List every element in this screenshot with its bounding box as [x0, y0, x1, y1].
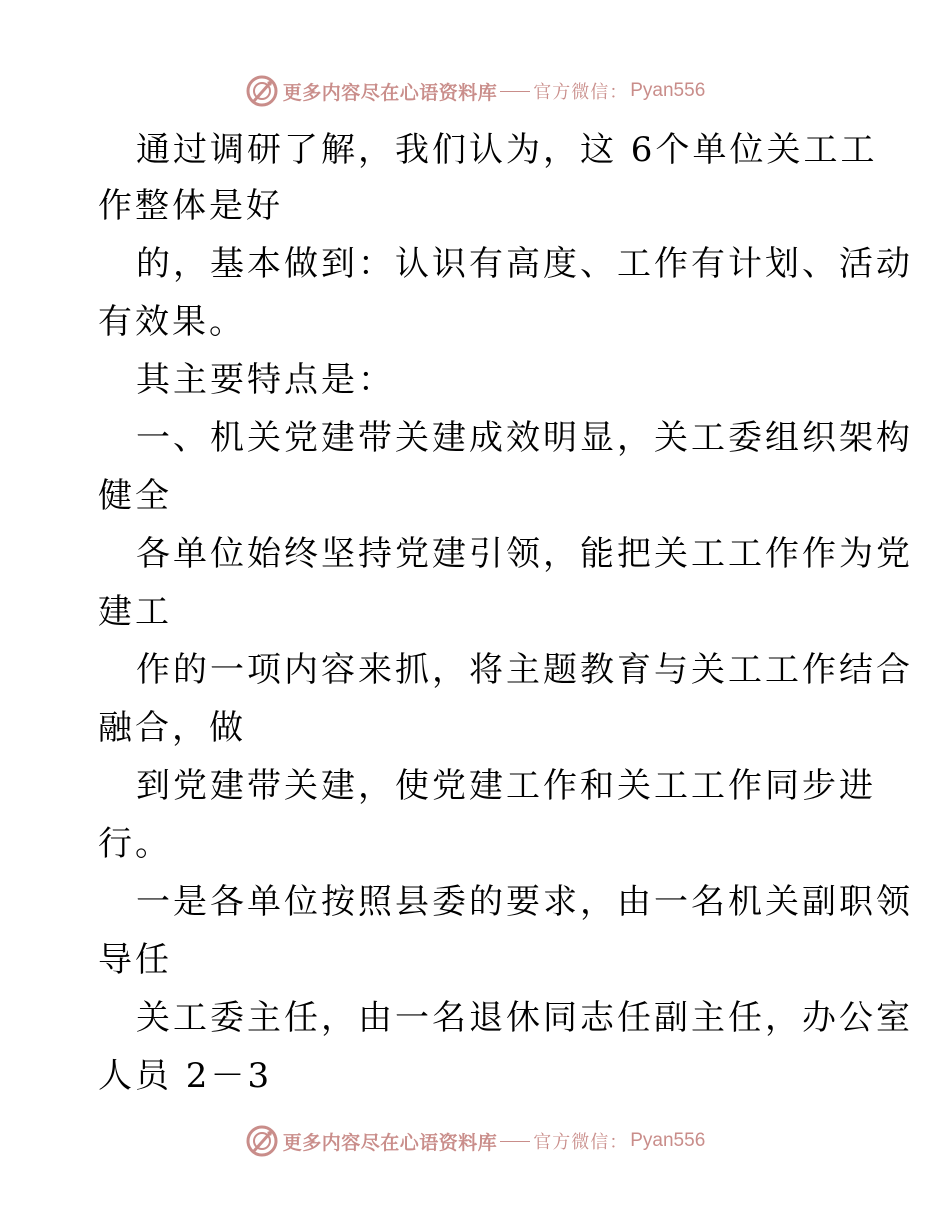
- body-line: 一是各单位按照县委的要求，由一名机关副职领: [136, 882, 913, 922]
- header-separator: [500, 91, 530, 92]
- footer-banner: [0, 1121, 950, 1161]
- body-line: 其主要特点是：: [136, 360, 395, 400]
- body-line: 人员 2－3: [98, 1056, 273, 1096]
- body-line: 通过调研了解，我们认为，这 6个单位关工工: [136, 130, 878, 170]
- body-line: 到党建带关建，使党建工作和关工工作同步进: [136, 766, 876, 806]
- body-line: 有效果。: [98, 302, 246, 342]
- footer-wechat-label: 官方微信：: [533, 1132, 629, 1153]
- header-wechat-id: Pyan556: [630, 80, 706, 101]
- body-line: 导任: [98, 940, 172, 980]
- body-line: 建工: [98, 592, 172, 632]
- body-line: 作整体是好: [98, 186, 283, 226]
- header-wechat-label: 官方微信：: [533, 82, 629, 103]
- footer-separator: [500, 1141, 530, 1142]
- body-line: 健全: [98, 476, 172, 516]
- body-line: 各单位始终坚持党建引领，能把关工工作作为党: [136, 534, 913, 574]
- header-banner: [0, 71, 950, 111]
- brand-logo-icon: [245, 74, 279, 108]
- brand-logo-icon: [245, 1124, 279, 1158]
- body-line: 融合，做: [98, 708, 246, 748]
- body-line: 一、机关党建带关建成效明显，关工委组织架构: [136, 418, 913, 458]
- body-line: 关工委主任，由一名退休同志任副主任，办公室: [136, 998, 913, 1038]
- footer-wechat-id: Pyan556: [630, 1130, 706, 1151]
- header-brand-text: 更多内容尽在心语资料库: [282, 81, 498, 104]
- body-line: 行。: [98, 824, 172, 864]
- footer-brand-text: 更多内容尽在心语资料库: [282, 1131, 498, 1154]
- body-line: 的，基本做到：认识有高度、工作有计划、活动: [136, 244, 913, 284]
- body-line: 作的一项内容来抓，将主题教育与关工工作结合: [136, 650, 913, 690]
